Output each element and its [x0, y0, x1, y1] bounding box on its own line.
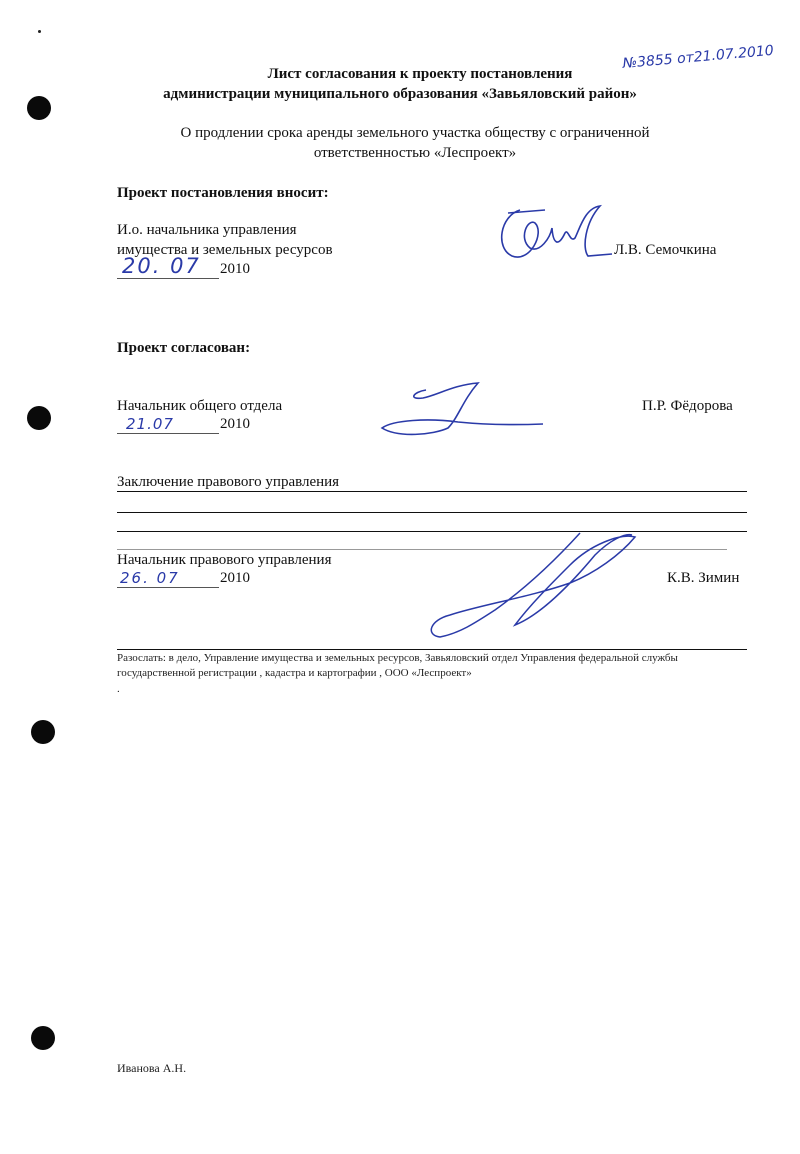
punch-hole-4: [31, 1026, 55, 1050]
submitter-date-year: 2010: [220, 261, 250, 277]
legal-dept-date-line: [117, 587, 219, 588]
submitter-name: Л.В. Семочкина: [614, 242, 717, 258]
submitter-signature: [490, 198, 620, 268]
legal-conclusion-line-2: [117, 512, 747, 513]
submitter-position-line-1: И.о. начальника управления: [117, 222, 297, 238]
subject-line-1: О продлении срока аренды земельного участка обществу с ограниченной: [180, 125, 650, 141]
agreed-heading: Проект согласован:: [117, 340, 251, 356]
legal-dept-signature: [420, 525, 650, 645]
handwritten-registration-number: №3855 от21.07.2010: [622, 42, 775, 72]
punch-hole-3: [31, 720, 55, 744]
executor-name: Иванова А.Н.: [117, 1061, 187, 1075]
submitter-position-line-2: имущества и земельных ресурсов: [117, 242, 333, 258]
general-dept-position: Начальник общего отдела: [117, 398, 283, 414]
legal-dept-position: Начальник правового управления: [117, 552, 332, 568]
speck: [38, 30, 41, 33]
punch-hole-2: [27, 406, 51, 430]
legal-conclusion-line-1: [117, 491, 747, 492]
document-title-line-1: Лист согласования к проекту постановления: [267, 66, 573, 82]
general-dept-date-handwritten: 21.07: [126, 415, 174, 433]
document-title-line-2: администрации муниципального образования «Завьяловский район»: [163, 86, 637, 102]
distribution-list: Разослать: в дело, Управление имущества и земельных ресурсов, Завьяловский отдел Управления федеральной службы государственной регистрации , кадастра и картографии , ООО «Леспроект»: [117, 652, 678, 679]
legal-dept-name: К.В. Зимин: [667, 570, 740, 586]
general-dept-date-year: 2010: [220, 416, 250, 432]
distribution-top-line: [117, 649, 747, 650]
legal-conclusion-label: Заключение правового управления: [117, 474, 340, 490]
subject-line-2: ответственностью «Леспроект»: [313, 145, 517, 161]
legal-dept-date-handwritten: 26. 07: [120, 569, 180, 587]
submitted-heading: Проект постановления вносит:: [117, 185, 329, 201]
submitter-date-line: [117, 278, 219, 279]
general-dept-name: П.Р. Фёдорова: [642, 398, 733, 414]
general-dept-date-line: [117, 433, 219, 434]
submitter-date-handwritten: 20. 07: [122, 254, 201, 278]
legal-dept-date-year: 2010: [220, 570, 250, 586]
distribution-tail: .: [117, 683, 120, 695]
general-dept-signature: [378, 380, 548, 440]
